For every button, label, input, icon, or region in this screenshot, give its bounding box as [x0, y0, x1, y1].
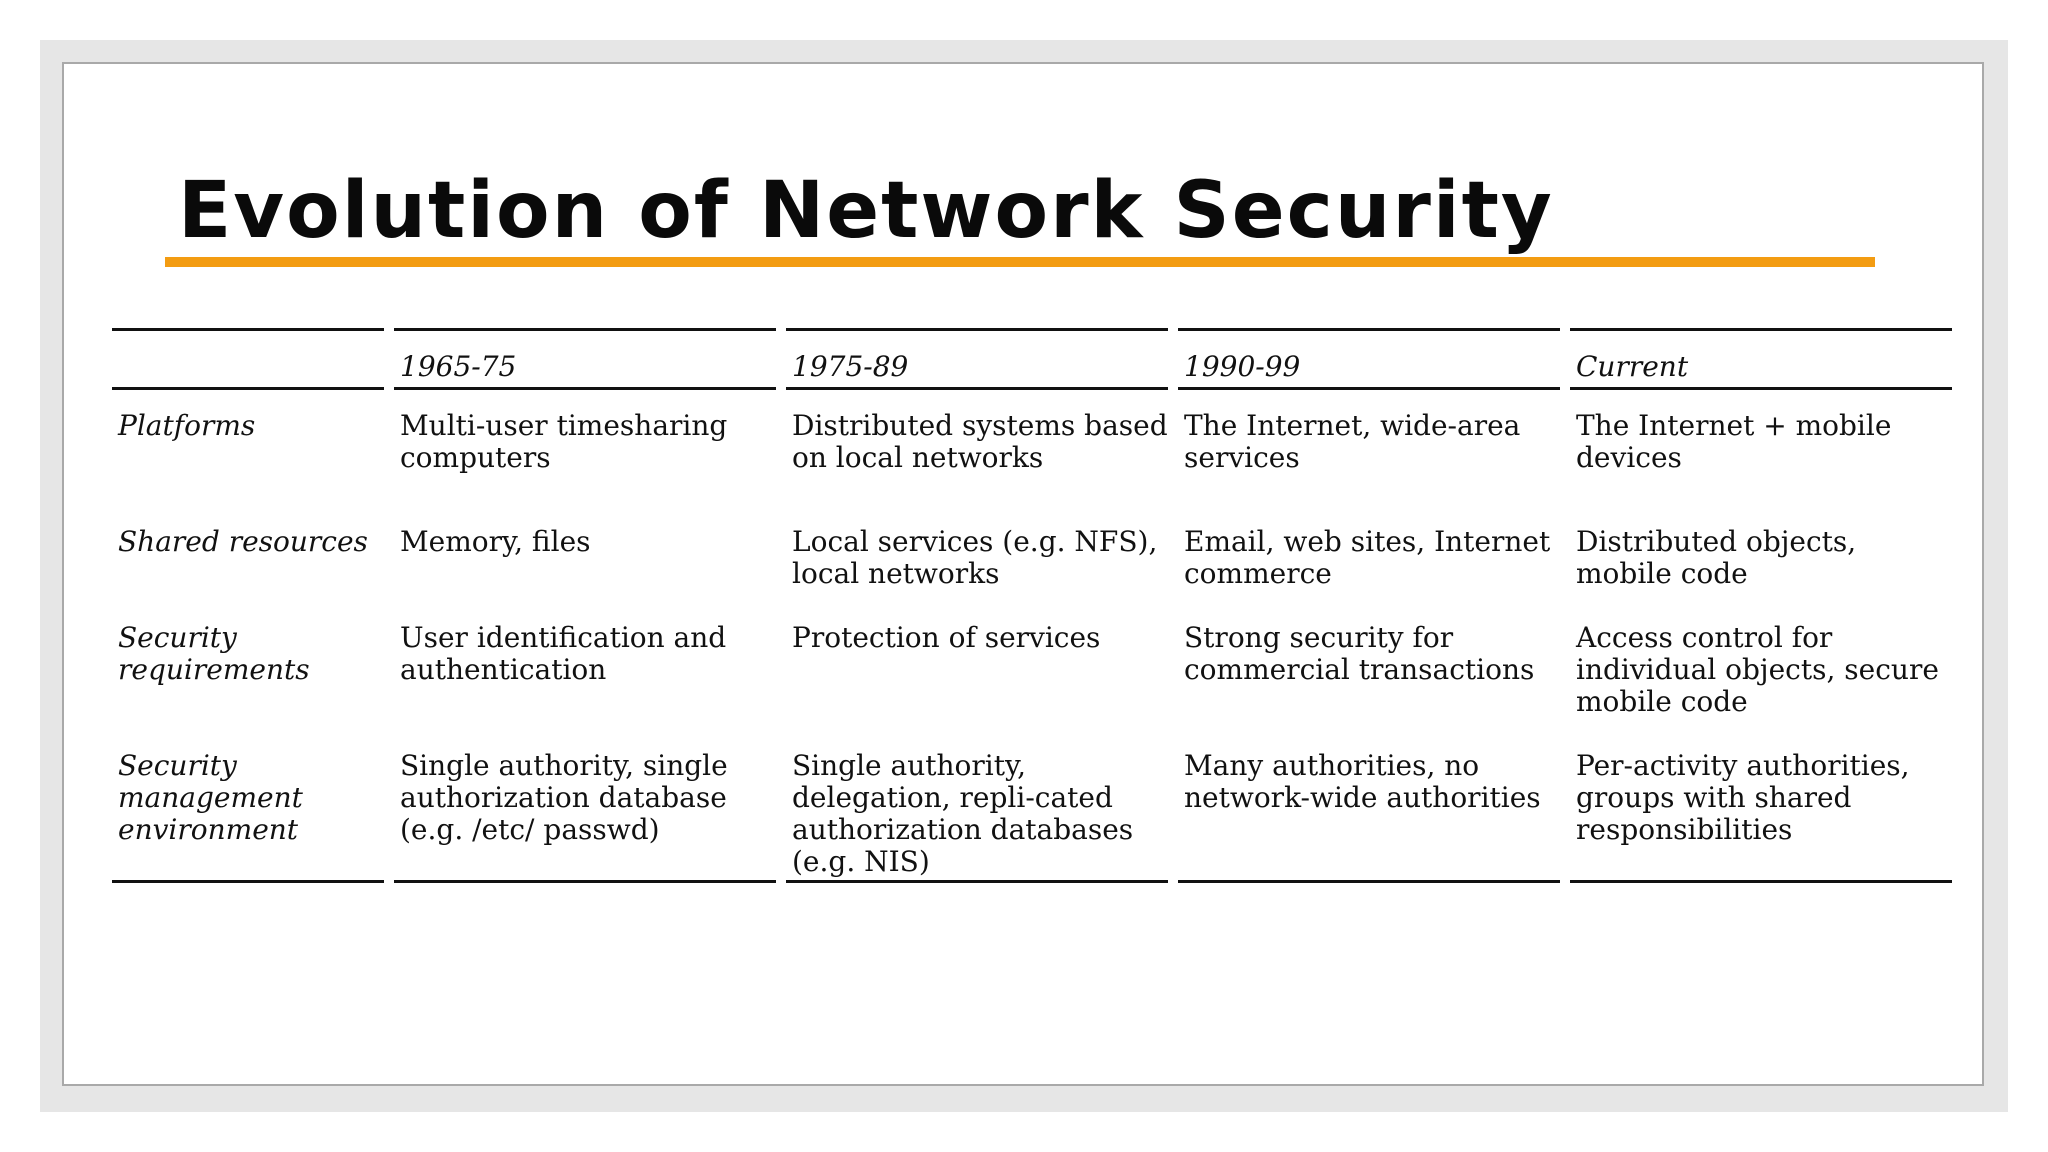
header-cell-1975-89: 1975-89 — [786, 328, 1168, 390]
table-cell: Single authority, single authorization database (e.g. /etc/ passwd) — [394, 730, 776, 883]
header-row — [112, 328, 1952, 390]
table-row-security-requirements — [112, 602, 1952, 730]
table-cell: User identification and authentication — [400, 621, 727, 686]
row-label: Shared resources — [118, 525, 368, 558]
header-cell-empty — [112, 328, 384, 390]
header-cell-1990-99: 1990-99 — [1178, 328, 1560, 390]
table-cell: Memory, files — [400, 525, 591, 558]
table-cell: Per-activity authorities, groups with shared responsibilities — [1570, 730, 1952, 883]
table-cell: Local services (e.g. NFS), local networks — [792, 525, 1158, 590]
table-cell: Protection of services — [792, 621, 1101, 654]
table-cell: Many authorities, no network-wide authorities — [1178, 730, 1560, 883]
table-cell: Single authority, delegation, repli-cated authorization databases (e.g. NIS) — [786, 730, 1168, 883]
row-label: Platforms — [118, 409, 256, 442]
table-row-security-management-environment — [112, 730, 1952, 883]
row-label: Security requirements — [118, 621, 310, 686]
slide-title: Evolution of Network Security — [178, 166, 1554, 256]
table-cell: Distributed objects, mobile code — [1576, 525, 1857, 590]
table-cell: The Internet, wide-area services — [1184, 409, 1521, 474]
slide — [62, 62, 1984, 1086]
table-cell: Strong security for commercial transactions — [1184, 621, 1535, 686]
table-row-platforms — [112, 390, 1952, 506]
title-underline — [165, 257, 1875, 267]
header-cell-current: Current — [1570, 328, 1952, 390]
row-label: Security management environment — [112, 730, 384, 883]
table-row-shared-resources — [112, 506, 1952, 602]
header-cell-1965-75: 1965-75 — [394, 328, 776, 390]
table-cell: The Internet + mobile devices — [1576, 409, 1892, 474]
table-cell: Multi-user timesharing computers — [400, 409, 728, 474]
evolution-table — [102, 328, 1962, 883]
table-cell: Distributed systems based on local networks — [792, 409, 1168, 474]
table-cell: Email, web sites, Internet commerce — [1184, 525, 1551, 590]
table-cell: Access control for individual objects, secure mobile code — [1576, 621, 1939, 718]
